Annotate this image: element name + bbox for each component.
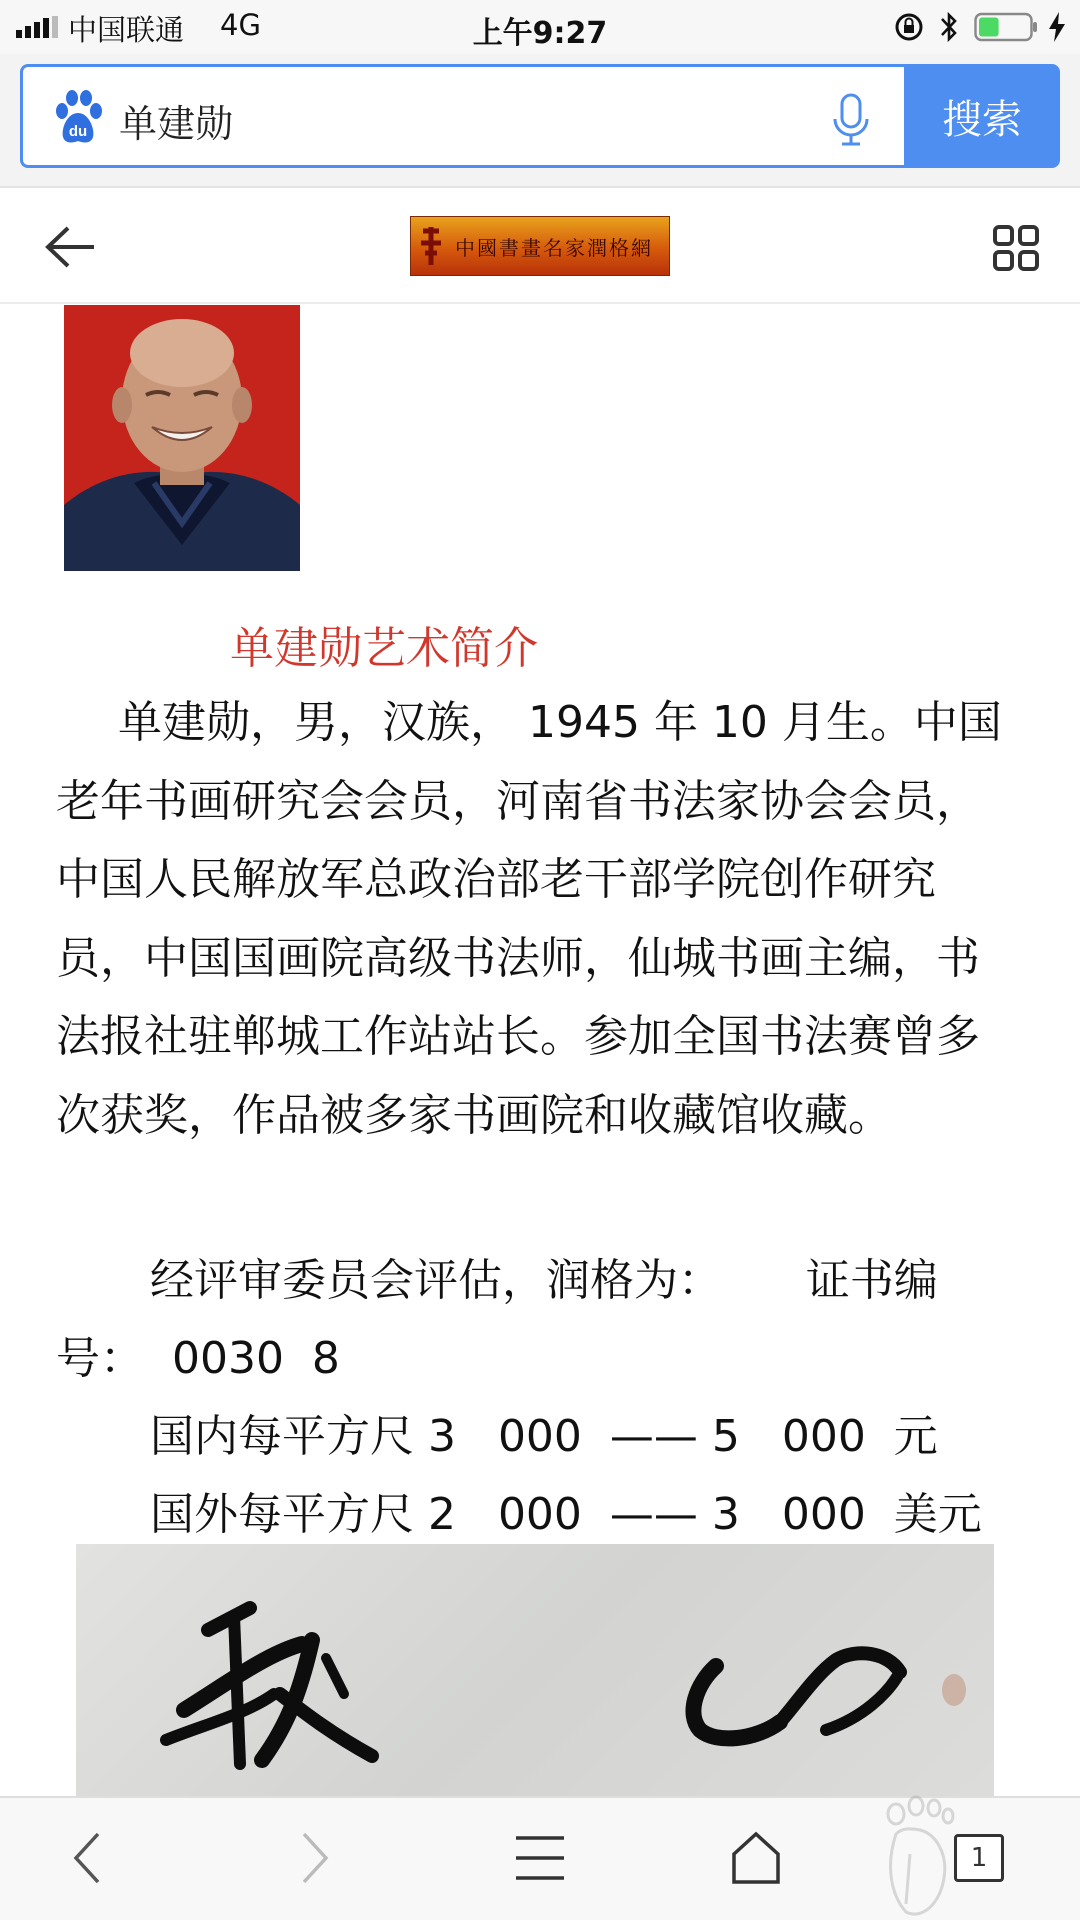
article-bio [56, 684, 1016, 1156]
status-time: 上午9:27 [472, 16, 608, 51]
rotation-lock-icon [894, 12, 924, 42]
search-button[interactable]: 搜索 [904, 64, 1060, 168]
search-header [0, 54, 1080, 188]
forward-button[interactable] [294, 1828, 334, 1888]
domestic-price: 国内每平方尺 3 000 —— 5 000 元 [150, 1411, 938, 1462]
tabs-count-button[interactable]: 1 [954, 1834, 1004, 1882]
svg-text:du: du [68, 123, 88, 140]
chevron-left-icon [68, 1828, 108, 1888]
logo-seal-icon [417, 225, 445, 269]
search-input[interactable] [20, 64, 904, 168]
back-arrow-icon[interactable] [42, 222, 98, 272]
grid-menu-icon[interactable] [992, 224, 1040, 272]
foreign-price: 国外每平方尺 2 000 —— 3 000 美元 [150, 1489, 982, 1540]
site-nav-bar [0, 190, 1080, 304]
carrier-name: 中国联通 [68, 13, 185, 47]
bottom-toolbar [0, 1796, 1080, 1920]
site-logo[interactable] [410, 216, 670, 276]
baidu-paw-icon [53, 89, 103, 145]
assessment-line-1: 经评审委员会评估，润格为： 证书编 [150, 1255, 938, 1306]
microphone-icon[interactable] [831, 91, 871, 149]
battery-icon [974, 12, 1040, 42]
charging-icon [1046, 10, 1068, 44]
bluetooth-icon [938, 10, 960, 44]
calligraphy-artwork-image [76, 1544, 994, 1796]
chevron-right-icon [294, 1828, 334, 1888]
hamburger-menu-icon [514, 1828, 566, 1888]
assessment-line-2: 号： 0030 8 [56, 1333, 340, 1384]
network-type: 4G [220, 8, 261, 42]
artist-portrait [64, 305, 300, 571]
search-query-text: 单建勋 [119, 102, 234, 146]
menu-button[interactable] [514, 1828, 566, 1888]
logo-text: 中國書畫名家潤格網 [455, 235, 653, 260]
home-icon [730, 1828, 782, 1888]
article-title: 单建勋艺术简介 [230, 623, 538, 674]
home-button[interactable] [730, 1828, 782, 1888]
back-button[interactable] [68, 1828, 108, 1888]
status-bar [0, 0, 1080, 54]
bio-paragraph: 单建勋，男，汉族， 1945 年 10 月生。中国老年书画研究会会员，河南省书法家协会会员，中国人民解放军总政治部老干部学院创作研究员，中国国画院高级书法师，仙城书画主编，书法报社驻郸城工作站站长。参加全国书法赛曾多次获奖，作品被多家书画院和收藏馆收藏。 [56, 697, 1002, 1141]
